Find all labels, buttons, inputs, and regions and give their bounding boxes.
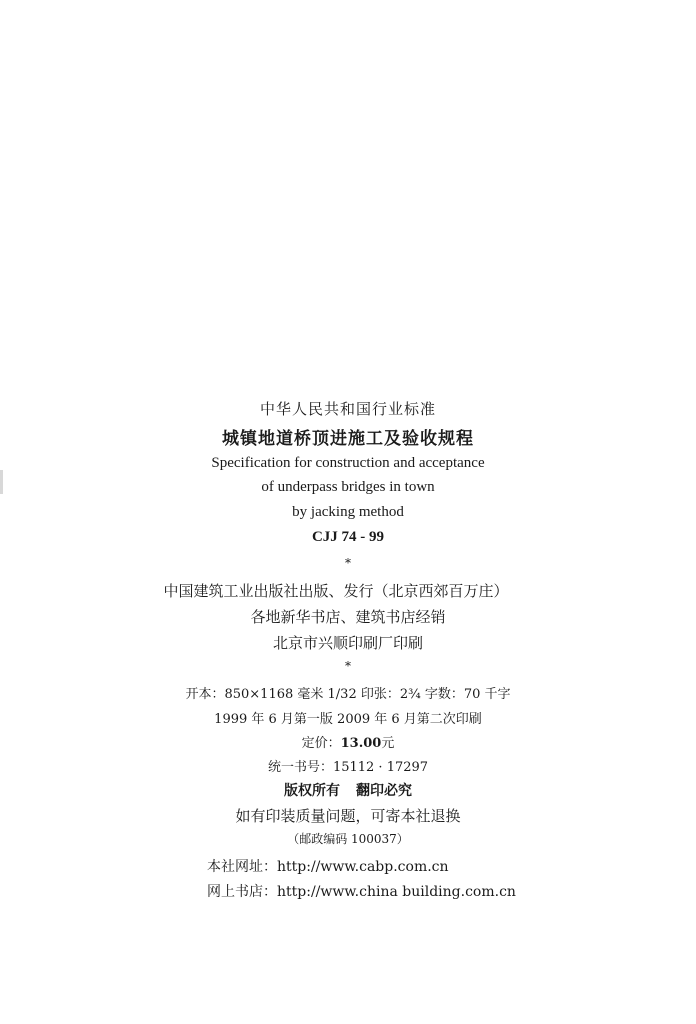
print-history: 1999 年 6 月第一版 2009 年 6 月第二次印刷 [214, 712, 482, 727]
title-en-line1: Specification for construction and acceptance [211, 455, 485, 471]
postal-code: （邮政编码 100037） [287, 832, 409, 846]
isbn: 统一书号：15112 · 17297 [267, 760, 429, 775]
rights-reserved: 版权所有 [284, 783, 340, 799]
website-label: 本社网址： [207, 859, 277, 875]
website-url[interactable]: http://www.cabp.com.cn [277, 859, 449, 875]
standard-type: 中华人民共和国行业标准 [259, 400, 436, 418]
rights-notice [0, 780, 696, 800]
no-reprint: 翻印必究 [356, 783, 412, 799]
standard-code: CJJ 74 - 99 [311, 529, 385, 545]
online-bookstore [207, 881, 516, 901]
quality-notice: 如有印装质量问题，可寄本社退换 [235, 807, 461, 825]
separator-star: * [345, 556, 351, 570]
price-unit: 元 [381, 736, 395, 751]
bookstore-url[interactable]: http://www.china building.com.cn [277, 884, 516, 900]
bookstore-label: 网上书店： [207, 884, 277, 900]
website [207, 856, 449, 876]
price-value: 13.00 [340, 736, 382, 751]
distributor-line: 各地新华书店、建筑书店经销 [250, 608, 446, 626]
title-zh: 城镇地道桥顶进施工及验收规程 [222, 429, 474, 449]
title-en-line3: by jacking method [292, 504, 404, 520]
printer-line: 北京市兴顺印刷厂印刷 [272, 634, 423, 652]
publisher-line: 中国建筑工业出版社出版、发行（北京西郊百万庄） [163, 582, 509, 600]
format-spec: 开本：850×1168 毫米 1/32 印张：2¾ 字数：70 千字 [185, 687, 511, 702]
separator-star: * [345, 659, 351, 673]
title-en-line2: of underpass bridges in town [261, 479, 435, 495]
price [0, 732, 696, 751]
price-label: 定价： [301, 736, 341, 751]
